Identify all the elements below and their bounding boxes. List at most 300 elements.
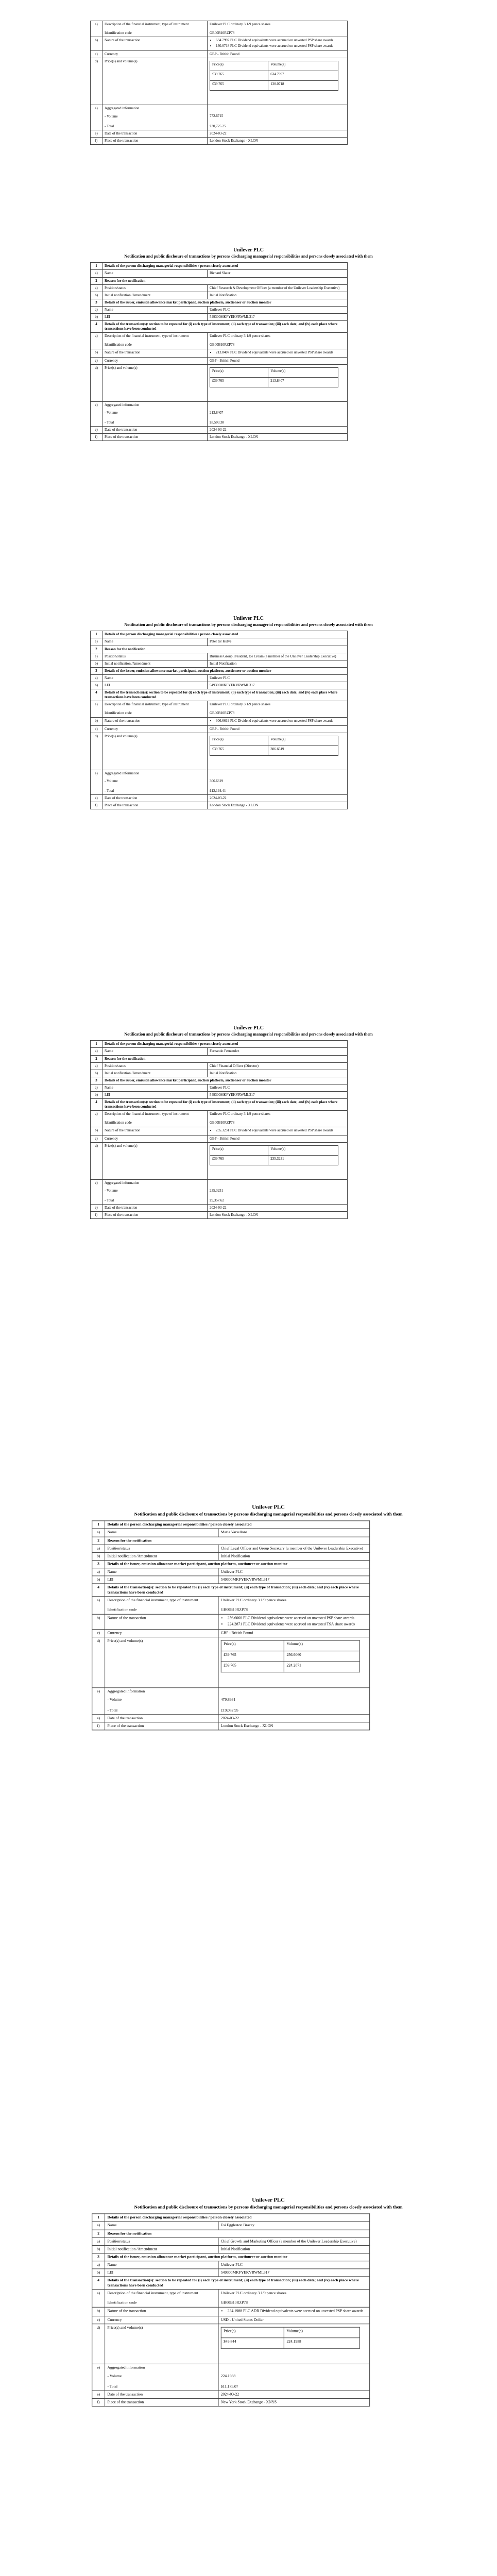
- agg-total-value: £9,357.62: [210, 1198, 224, 1202]
- agg-cell: [208, 770, 348, 794]
- table-row: [91, 364, 348, 401]
- section-number: 2: [91, 1055, 102, 1062]
- row-letter: a): [92, 2261, 105, 2269]
- section-number: 3: [91, 299, 102, 306]
- agg-label: Aggregated information: [107, 2365, 145, 2370]
- section-number: 2: [91, 646, 102, 653]
- instrument-cell: [218, 1597, 370, 1614]
- field-label: Currency: [102, 1135, 208, 1142]
- table-row: [91, 1062, 348, 1070]
- price-header: Price(s): [221, 1640, 284, 1651]
- table-row: [91, 434, 348, 441]
- volume-value: 634.7997: [268, 71, 338, 81]
- row-letter: b): [92, 1552, 105, 1560]
- table-row: [92, 2391, 370, 2398]
- spacer: [107, 2296, 216, 2301]
- table-row: [91, 631, 348, 638]
- table-row: [92, 1576, 370, 1584]
- notification-value: Initial Notification: [218, 1552, 370, 1560]
- field-label: Initial notification /Amendment: [105, 1552, 218, 1560]
- volume-header: Volume(s): [268, 1145, 338, 1155]
- list-item: • 224.2871 PLC Dividend equivalents were accrued on unvested TSA share awards: [228, 1621, 367, 1626]
- table-row: [92, 2214, 370, 2222]
- agg-volume-value: 224.1988: [220, 2374, 236, 2378]
- price-value: £39.765: [210, 377, 268, 387]
- price-value: £39.765: [221, 1651, 284, 1662]
- row-letter: d): [92, 2324, 105, 2364]
- person-name: Richard Slater: [208, 270, 348, 277]
- section-heading: Details of the person discharging managerial responsibilities / person closely associated: [102, 1041, 348, 1048]
- table-row: [91, 1127, 348, 1135]
- currency-value: GBP - British Pound: [208, 725, 348, 733]
- table-row: [92, 2290, 370, 2307]
- row-letter: c): [92, 1629, 105, 1637]
- lei-value: 549300MKFYEKVRWML317: [218, 2269, 370, 2277]
- section-heading: Details of the person discharging managerial responsibilities / person closely associated: [102, 263, 348, 270]
- agg-volume-label: - Volume: [105, 410, 118, 415]
- table-row: [91, 653, 348, 660]
- table-row: [91, 725, 348, 733]
- table-row: [91, 674, 348, 682]
- field-label: Price(s) and volume(s): [102, 733, 208, 770]
- place-value: London Stock Exchange - XLON: [218, 1722, 370, 1730]
- volume-value: 213.8407: [268, 377, 338, 387]
- field-label: [102, 21, 208, 37]
- table-row: [91, 1212, 348, 1219]
- table-row: [92, 1568, 370, 1576]
- section-number: 3: [92, 2253, 105, 2261]
- field-label: Currency: [102, 51, 208, 58]
- row-letter: b): [91, 314, 102, 321]
- table-row: [92, 2364, 370, 2391]
- section-number: 1: [91, 1041, 102, 1048]
- section-heading: Reason for the notification: [105, 2230, 370, 2238]
- instrument-value: Unilever PLC ordinary 3 1/9 pence shares: [210, 1112, 270, 1116]
- row-letter: b): [92, 2245, 105, 2253]
- field-label: Initial notification /Amendment: [102, 292, 208, 299]
- row-letter: e): [91, 130, 102, 137]
- field-label: [105, 1597, 218, 1614]
- field-label: Name: [102, 674, 208, 682]
- field-label: Place of the transaction: [102, 434, 208, 441]
- agg-volume-label: - Volume: [107, 1697, 122, 1702]
- company-title: Unilever PLC: [233, 247, 264, 253]
- row-letter: a): [91, 21, 102, 37]
- price-header: Price(s): [210, 736, 268, 745]
- table-row: [91, 277, 348, 284]
- row-letter: e): [91, 401, 102, 426]
- agg-total-value: £12,194.41: [210, 788, 226, 793]
- price-volume-cell: [208, 58, 348, 105]
- row-letter: b): [91, 660, 102, 667]
- table-row: [92, 1597, 370, 1614]
- volume-value: 224.1988: [284, 2337, 360, 2348]
- notification-value: Initial Notification: [218, 2245, 370, 2253]
- instrument-cell: [208, 333, 348, 349]
- field-label: Currency: [102, 357, 208, 364]
- table-row: [91, 733, 348, 770]
- agg-volume-value: 772.6715: [210, 114, 224, 118]
- row-letter: f): [92, 2399, 105, 2406]
- row-letter: a): [92, 2222, 105, 2230]
- issuer-value: Unilever PLC: [208, 674, 348, 682]
- row-letter: e): [91, 794, 102, 802]
- date-value: 2024-03-22: [218, 1715, 370, 1722]
- row-letter: a): [92, 1545, 105, 1552]
- agg-volume-value: 306.6619: [210, 778, 224, 783]
- row-letter: a): [92, 2238, 105, 2245]
- price-volume-table: [210, 736, 338, 756]
- field-label: Currency: [102, 725, 208, 733]
- list-item: • 256.6060 PLC Dividend equivalents were accrued on unvested PSP share awards: [228, 1615, 367, 1620]
- price-volume-cell: [208, 1142, 348, 1179]
- field-label: [102, 701, 208, 717]
- price-header: Price(s): [210, 367, 268, 377]
- instrument-value: Unilever PLC ordinary 3 1/9 pence shares: [210, 702, 270, 707]
- section-heading: Details of the transaction(s): section to be repeated for (i) each type of instrument; (ii) each type of transaction; (iii) each date; and (iv) each place where transactions have been conducted: [102, 689, 348, 701]
- price-header: Price(s): [210, 1145, 268, 1155]
- agg-total-label: - Total: [105, 124, 114, 128]
- price-value: £39.765: [210, 71, 268, 81]
- table-row: [91, 314, 348, 321]
- spacer: [221, 2296, 367, 2301]
- spacer: [210, 119, 345, 124]
- row-letter: f): [91, 802, 102, 809]
- field-label: Name: [105, 2261, 218, 2269]
- field-label: [105, 1688, 218, 1715]
- section-heading: Reason for the notification: [102, 277, 348, 284]
- agg-cell: [218, 1688, 370, 1715]
- section-heading: Details of the issuer, emission allowance market participant, auction platform, auctioneer or auction monitor: [105, 1560, 370, 1568]
- position-value: Business Group President, Ice Cream (a member of the Unilever Leadership Executive): [208, 653, 348, 660]
- table-row: [210, 71, 338, 81]
- table-row: [92, 2222, 370, 2230]
- idcode-value: GB00B10RZP78: [210, 1121, 235, 1125]
- table-row: [91, 701, 348, 717]
- table-row: [91, 37, 348, 51]
- section-number: 1: [92, 2214, 105, 2222]
- nature-list: [221, 2308, 367, 2313]
- desc-label: Description of the financial instrument, type of instrument: [105, 1112, 189, 1116]
- agg-total-label: - Total: [107, 1708, 118, 1713]
- issuer-value: Unilever PLC: [208, 306, 348, 313]
- idcode-label: Identification code: [107, 1607, 137, 1612]
- row-letter: f): [91, 1212, 102, 1219]
- currency-value: GBP - British Pound: [208, 51, 348, 58]
- nature-cell: [208, 37, 348, 51]
- row-letter: b): [92, 1614, 105, 1629]
- row-letter: c): [92, 2316, 105, 2324]
- field-label: Date of the transaction: [102, 130, 208, 137]
- field-label: Date of the transaction: [105, 1715, 218, 1722]
- spacer: [210, 106, 345, 114]
- table-row: [92, 1584, 370, 1597]
- table-row: [91, 794, 348, 802]
- table-row: [92, 1545, 370, 1552]
- field-label: Position/status: [102, 284, 208, 292]
- agg-volume-value: 479.8931: [220, 1697, 236, 1702]
- transaction-notice: [0, 2197, 497, 2406]
- row-letter: d): [91, 1142, 102, 1179]
- row-letter: a): [91, 333, 102, 349]
- section-number: 1: [92, 1521, 105, 1529]
- currency-value: USD - United States Dollar: [218, 2316, 370, 2324]
- volume-value: 306.6619: [268, 745, 338, 755]
- table-row: [91, 1179, 348, 1204]
- place-value: London Stock Exchange - XLON: [208, 1212, 348, 1219]
- agg-cell: [208, 1179, 348, 1204]
- currency-value: GBP - British Pound: [218, 1629, 370, 1637]
- spacer: [105, 415, 205, 420]
- row-letter: f): [91, 434, 102, 441]
- spacer: [210, 1167, 345, 1178]
- table-row: [92, 1637, 370, 1687]
- price-volume-table: [210, 1145, 338, 1165]
- price-volume-cell: [218, 2324, 370, 2364]
- row-letter: e): [91, 770, 102, 794]
- row-letter: e): [91, 1204, 102, 1211]
- price-volume-cell: [218, 1637, 370, 1687]
- transaction-notice: [0, 247, 497, 441]
- agg-total-value: $11,175.07: [220, 2384, 238, 2389]
- spacer: [210, 403, 345, 411]
- spacer: [105, 27, 205, 31]
- spacer: [105, 338, 205, 343]
- volume-header: Volume(s): [284, 2327, 360, 2338]
- agg-volume-label: - Volume: [105, 778, 118, 783]
- field-label: Place of the transaction: [102, 802, 208, 809]
- spacer: [210, 338, 345, 343]
- row-letter: a): [92, 1597, 105, 1614]
- nature-list: [221, 1615, 367, 1626]
- field-label: Currency: [105, 2316, 218, 2324]
- spacer: [105, 119, 205, 124]
- table-row: [92, 1552, 370, 1560]
- table-row: [91, 1070, 348, 1077]
- spacer: [210, 784, 345, 789]
- volume-value: 235.3231: [268, 1155, 338, 1165]
- field-label: [102, 333, 208, 349]
- price-header: Price(s): [221, 2327, 284, 2338]
- nature-list: [210, 1128, 345, 1133]
- section-number: 3: [91, 667, 102, 674]
- table-row: [91, 667, 348, 674]
- section-number: 4: [91, 321, 102, 333]
- price-volume-table: [210, 61, 338, 91]
- row-letter: d): [91, 364, 102, 401]
- table-row: [91, 333, 348, 349]
- field-label: Name: [102, 270, 208, 277]
- row-letter: a): [91, 653, 102, 660]
- section-heading: Reason for the notification: [105, 1537, 370, 1545]
- price-value: £39.765: [221, 1662, 284, 1672]
- section-number: 4: [92, 1584, 105, 1597]
- field-label: Name: [102, 1084, 208, 1091]
- section-heading: Details of the transaction(s): section to be repeated for (i) each type of instrument; (ii) each type of transaction; (iii) each date; and (iv) each place where transactions have been conducted: [105, 1584, 370, 1597]
- person-name: Maria Varsellona: [218, 1529, 370, 1537]
- instrument-cell: [208, 701, 348, 717]
- table-row: [92, 1614, 370, 1629]
- table-row: [91, 299, 348, 306]
- section-number: 1: [91, 631, 102, 638]
- spacer: [221, 2379, 367, 2384]
- table-row: [91, 51, 348, 58]
- section-heading: Reason for the notification: [102, 646, 348, 653]
- table-row: [91, 21, 348, 37]
- date-value: 2024-03-22: [208, 130, 348, 137]
- table-row: [210, 81, 338, 91]
- table-row: [92, 2238, 370, 2245]
- volume-header: Volume(s): [284, 1640, 360, 1651]
- row-letter: b): [92, 2269, 105, 2277]
- list-item: • 130.0718 PLC Dividend equivalents were accrued on unvested PSP share awards: [216, 44, 345, 48]
- row-letter: b): [91, 1127, 102, 1135]
- table-row: [91, 660, 348, 667]
- list-item: • 224.1988 PLC ADR Dividend equivalents were accrued on unvested PSP share awards: [228, 2308, 367, 2313]
- field-label: LEI: [102, 682, 208, 689]
- person-name: Fernando Fernandez: [208, 1048, 348, 1055]
- field-label: Name: [102, 1048, 208, 1055]
- nature-cell: [218, 2307, 370, 2316]
- spacer: [221, 2365, 367, 2374]
- table-row: [91, 292, 348, 299]
- spacer: [107, 1702, 216, 1708]
- row-letter: b): [91, 37, 102, 51]
- price-volume-table: [210, 367, 338, 387]
- agg-volume-label: - Volume: [107, 2374, 122, 2378]
- table-row: [91, 1084, 348, 1091]
- row-letter: e): [91, 105, 102, 130]
- section-number: 4: [91, 689, 102, 701]
- field-label: Nature of the transaction: [105, 2307, 218, 2316]
- field-label: Price(s) and volume(s): [105, 2324, 218, 2364]
- transaction-notice: [0, 1025, 497, 1219]
- idcode-label: Identification code: [105, 343, 132, 347]
- person-name: Esi Eggleston Bracey: [218, 2222, 370, 2230]
- agg-label: Aggregated information: [105, 402, 140, 407]
- table-row: [91, 1135, 348, 1142]
- idcode-label: Identification code: [105, 31, 132, 36]
- issuer-value: Unilever PLC: [208, 1084, 348, 1091]
- agg-cell: [208, 105, 348, 130]
- field-label: Nature of the transaction: [102, 1127, 208, 1135]
- instrument-cell: [218, 2290, 370, 2307]
- spacer: [210, 389, 345, 400]
- field-label: [102, 1111, 208, 1127]
- field-label: Date of the transaction: [102, 1204, 208, 1211]
- field-label: Nature of the transaction: [102, 349, 208, 357]
- field-label: [102, 770, 208, 794]
- table-row: [210, 1145, 338, 1155]
- spacer: [221, 1674, 367, 1686]
- spacer: [221, 1603, 367, 1608]
- table-row: [92, 2324, 370, 2364]
- row-letter: b): [91, 717, 102, 725]
- field-label: Initial notification /Amendment: [105, 2245, 218, 2253]
- nature-cell: [208, 349, 348, 357]
- table-row: [91, 1142, 348, 1179]
- position-value: Chief Research & Development Officer (a member of the Unilever Leadership Executive): [208, 284, 348, 292]
- volume-value: 224.2871: [284, 1662, 360, 1672]
- table-row: [91, 638, 348, 646]
- field-label: LEI: [105, 1576, 218, 1584]
- agg-cell: [208, 401, 348, 426]
- agg-label: Aggregated information: [107, 1689, 145, 1693]
- table-row: [91, 717, 348, 725]
- currency-value: GBP - British Pound: [208, 1135, 348, 1142]
- company-title: Unilever PLC: [252, 2197, 285, 2204]
- spacer: [210, 707, 345, 711]
- table-row: [91, 1077, 348, 1084]
- table-row: [92, 2399, 370, 2406]
- field-label: Name: [105, 1529, 218, 1537]
- field-label: Position/status: [102, 653, 208, 660]
- row-letter: a): [92, 1529, 105, 1537]
- field-label: Date of the transaction: [102, 794, 208, 802]
- field-label: [102, 401, 208, 426]
- spacer: [105, 1116, 205, 1121]
- price-value: £39.765: [210, 745, 268, 755]
- row-letter: a): [91, 306, 102, 313]
- volume-header: Volume(s): [268, 61, 338, 71]
- table-row: [91, 1111, 348, 1127]
- table-row: [92, 2261, 370, 2269]
- desc-label: Description of the financial instrument, type of instrument: [105, 22, 189, 26]
- table-row: [92, 2230, 370, 2238]
- table-row: [92, 1629, 370, 1637]
- price-volume-table: [221, 1640, 360, 1672]
- table-row: [210, 377, 338, 387]
- date-value: 2024-03-22: [208, 426, 348, 433]
- table-row: [91, 770, 348, 794]
- company-title: Unilever PLC: [233, 616, 264, 621]
- table-row: [91, 1092, 348, 1099]
- date-value: 2024-03-22: [218, 2391, 370, 2398]
- price-volume-cell: [208, 733, 348, 770]
- notification-value: Initial Notification: [208, 660, 348, 667]
- table-row: [91, 105, 348, 130]
- position-value: Chief Legal Officer and Group Secretary (a member of the Unilever Leadership Executive): [218, 1545, 370, 1552]
- nature-cell: [208, 717, 348, 725]
- row-letter: a): [91, 674, 102, 682]
- notification-value: Initial Notification: [208, 292, 348, 299]
- table-row: [91, 426, 348, 433]
- field-label: Position/status: [102, 1062, 208, 1070]
- row-letter: c): [91, 725, 102, 733]
- spacer: [221, 2350, 367, 2363]
- row-letter: b): [92, 1576, 105, 1584]
- field-label: Place of the transaction: [102, 137, 208, 144]
- field-label: Currency: [105, 1629, 218, 1637]
- row-letter: a): [91, 1084, 102, 1091]
- row-letter: b): [91, 292, 102, 299]
- list-item: • 306.6619 PLC Dividend equivalents were accrued on unvested PSP share awards: [216, 719, 345, 723]
- row-letter: a): [91, 284, 102, 292]
- table-row: [210, 745, 338, 755]
- notice-subtitle: Notification and public disclosure of transactions by persons discharging managerial responsibilities and persons closely associated with them: [124, 622, 373, 627]
- lei-value: 549300MKFYEKVRWML317: [218, 1576, 370, 1584]
- idcode-label: Identification code: [105, 1121, 132, 1125]
- lei-value: 549300MKFYEKVRWML317: [208, 1092, 348, 1099]
- table-row: [92, 2277, 370, 2290]
- table-row: [91, 137, 348, 144]
- field-label: Position/status: [105, 2238, 218, 2245]
- agg-total-value: £8,503.38: [210, 420, 224, 425]
- agg-total-label: - Total: [107, 2384, 118, 2389]
- place-value: London Stock Exchange - XLON: [208, 137, 348, 144]
- price-value: £39.765: [210, 1155, 268, 1165]
- currency-value: GBP - British Pound: [208, 357, 348, 364]
